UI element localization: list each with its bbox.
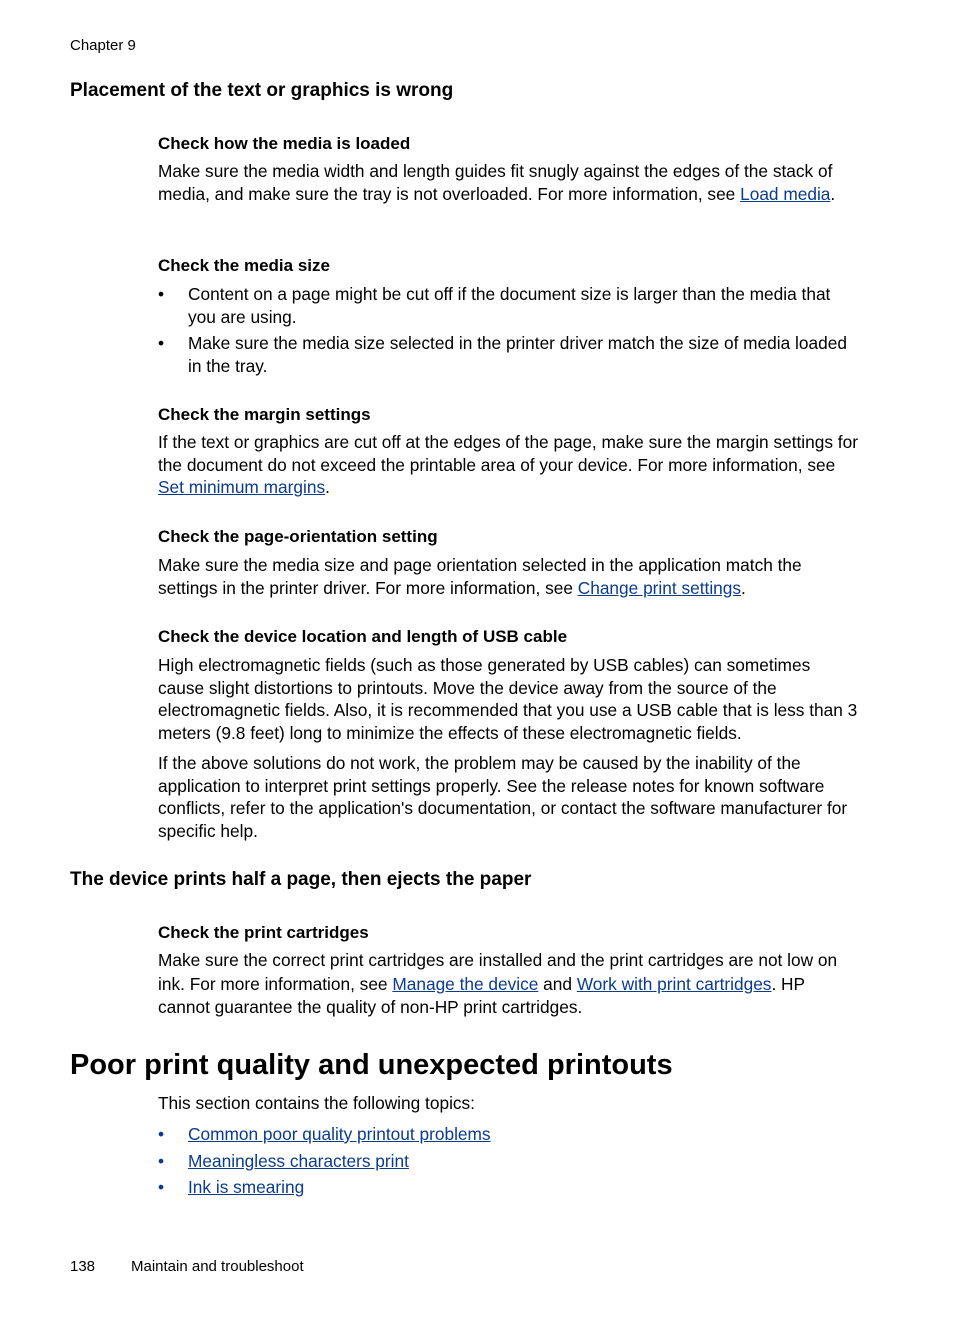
link-work-with-print-cartridges[interactable]: Work with print cartridges: [576, 973, 772, 994]
link-manage-the-device[interactable]: Manage the device: [392, 973, 539, 994]
paragraph-usb: High electromagnetic fields (such as those generated by USB cables) can sometimes cause slight distortions to printouts. Move the device away from the source of the electromagnetic fields. Also, it is recommended that you use a USB cable that is less than 3 meters (9.8 feet) long to minimize the effects of these electromagnetic fields.: [158, 655, 858, 743]
paragraph-cartridges: Make sure the correct print cartridges are installed and the print cartridges are not low on ink. For more information, see Manage the device and Work with print cartridges. HP cannot guarantee the quality of non-HP print cartridges.: [158, 950, 838, 1017]
bullet-icon: •: [158, 1151, 165, 1171]
paragraph-orientation: Make sure the media size and page orientation selected in the application match the settings in the printer driver. For more information, see Change print settings.: [158, 555, 802, 598]
subheading-usb: Check the device location and length of USB cable: [158, 627, 568, 646]
paragraph-margin: If the text or graphics are cut off at the edges of the page, make sure the margin settings for the document do not exceed the printable area of your device. For more information, see Set minimum margins.: [158, 432, 858, 497]
bullet-icon: •: [158, 333, 165, 353]
chapter-label: Chapter 9: [70, 37, 136, 54]
link-common-poor-quality[interactable]: Common poor quality printout problems: [188, 1124, 491, 1144]
bullet-icon: •: [158, 1177, 165, 1197]
footer-section-label: Maintain and troubleshoot: [131, 1258, 304, 1275]
link-set-minimum-margins[interactable]: Set minimum margins: [158, 477, 326, 497]
link-ink-smearing[interactable]: Ink is smearing: [188, 1177, 305, 1197]
link-change-print-settings[interactable]: Change print settings: [577, 577, 742, 598]
subheading-margin: Check the margin settings: [158, 405, 371, 424]
paragraph-solutions: If the above solutions do not work, the problem may be caused by the inability of the application to interpret print settings properly. See the release notes for known software conflicts, refer to the application's documentation, or contact the software manufacturer for specific help.: [158, 753, 848, 841]
section-heading-placement: Placement of the text or graphics is wrong: [70, 80, 454, 101]
bullet-icon: •: [158, 1124, 165, 1144]
bullet-icon: •: [158, 284, 165, 304]
subheading-orientation: Check the page-orientation setting: [158, 527, 438, 546]
link-load-media[interactable]: Load media: [740, 183, 831, 204]
link-meaningless-characters[interactable]: Meaningless characters print: [188, 1151, 409, 1171]
subheading-cartridges: Check the print cartridges: [158, 923, 369, 942]
subheading-media-loaded: Check how the media is loaded: [158, 134, 411, 153]
page-title: Poor print quality and unexpected printouts: [70, 1049, 673, 1081]
subheading-media-size: Check the media size: [158, 256, 330, 275]
paragraph-media-loaded: Make sure the media width and length guides fit snugly against the edges of the stack of media, and make sure the tray is not overloaded. For more information, see Load media.: [158, 161, 836, 204]
section-heading-half-page: The device prints half a page, then ejects the paper: [70, 869, 532, 890]
paragraph-intro: This section contains the following topics:: [158, 1093, 475, 1113]
page-number: 138: [70, 1258, 96, 1275]
